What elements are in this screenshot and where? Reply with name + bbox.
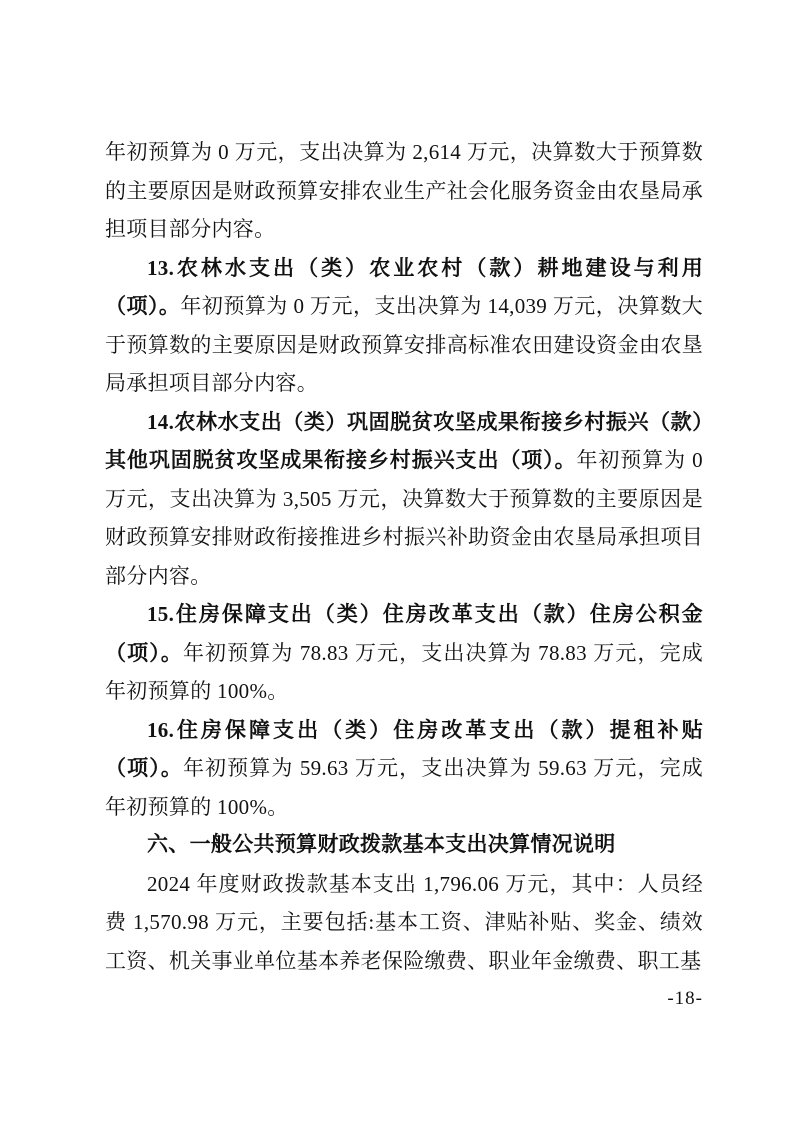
item13-body: 年初预算为 0 万元，支出决算为 14,039 万元，决算数大于预算数的主要原因是财政预算安排高标准农田建设资金由农垦局承担项目部分内容。 xyxy=(105,294,703,395)
item16-heading: 16.住房保障支出（类）住房改革支出（款）提租补贴（项）。 xyxy=(105,717,703,780)
paragraph-item13 xyxy=(105,249,703,403)
item15-heading: 15.住房保障支出（类）住房改革支出（款）住房公积金（项）。 xyxy=(105,602,703,665)
item15-body: 年初预算为 78.83 万元，支出决算为 78.83 万元，完成年初预算的 100%。 xyxy=(105,640,703,703)
page-number: -18- xyxy=(667,988,703,1009)
item14-heading: 14.农林水支出（类）巩固脱贫攻坚成果衔接乡村振兴（款）其他巩固脱贫攻坚成果衔接乡村振兴支出（项）。 xyxy=(105,409,703,472)
paragraph-item14 xyxy=(105,403,703,596)
paragraph-item16 xyxy=(105,711,703,827)
item14-body: 年初预算为 0 万元，支出决算为 3,505 万元，决算数大于预算数的主要原因是财政预算安排财政衔接推进乡村振兴补助资金由农垦局承担项目部分内容。 xyxy=(105,448,703,588)
item16-body: 年初预算为 59.63 万元，支出决算为 59.63 万元，完成年初预算的 100%。 xyxy=(105,756,703,819)
paragraph-item12-continuation: 年初预算为 0 万元，支出决算为 2,614 万元，决算数大于预算数的主要原因是财政预算安排农业生产社会化服务资金由农垦局承担项目部分内容。 xyxy=(105,140,703,241)
section6-heading: 六、一般公共预算财政拨款基本支出决算情况说明 xyxy=(147,833,616,856)
paragraph-basic-expenditure: 2024 年度财政拨款基本支出 1,796.06 万元，其中：人员经费 1,570.98 万元，主要包括:基本工资、津贴补贴、奖金、绩效工资、机关事业单位基本养老保险缴费、职业年金缴费、职工基 xyxy=(105,871,703,973)
item13-heading: 13.农林水支出（类）农业农村（款）耕地建设与利用（项）。 xyxy=(105,255,703,318)
paragraph-item15 xyxy=(105,595,703,711)
document-body xyxy=(105,133,703,980)
